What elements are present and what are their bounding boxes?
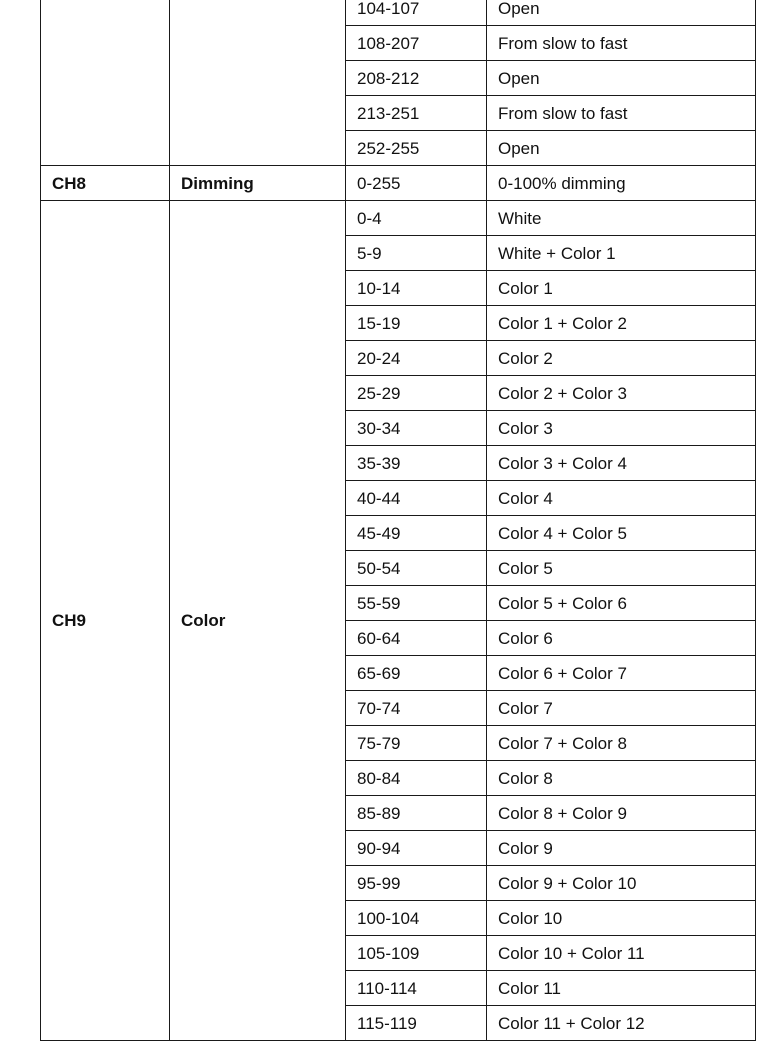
table-row: [41, 201, 756, 236]
dmx-value-cell: 85-89: [346, 796, 487, 831]
dmx-value-cell: 105-109: [346, 936, 487, 971]
dmx-value-cell: 65-69: [346, 656, 487, 691]
dmx-value-cell: 15-19: [346, 306, 487, 341]
description-cell: Color 5: [487, 551, 756, 586]
channel-cell: CH8: [41, 166, 170, 201]
description-cell: Color 4: [487, 481, 756, 516]
description-cell: Open: [487, 131, 756, 166]
description-cell: Color 7: [487, 691, 756, 726]
description-cell: Color 8: [487, 761, 756, 796]
dmx-value-cell: 108-207: [346, 26, 487, 61]
dmx-value-cell: 5-9: [346, 236, 487, 271]
dmx-value-cell: 208-212: [346, 61, 487, 96]
function-cell: Dimming: [170, 166, 346, 201]
channel-cell-continued: [41, 0, 170, 166]
dmx-value-cell: 25-29: [346, 376, 487, 411]
description-cell: Color 6 + Color 7: [487, 656, 756, 691]
description-cell: Color 3: [487, 411, 756, 446]
dmx-value-cell: 90-94: [346, 831, 487, 866]
description-cell: White + Color 1: [487, 236, 756, 271]
dmx-value-cell: 80-84: [346, 761, 487, 796]
description-cell: Color 1: [487, 271, 756, 306]
description-cell: Color 5 + Color 6: [487, 586, 756, 621]
table-row: [41, 0, 756, 26]
table-row: [41, 166, 756, 201]
dmx-channel-table: [40, 0, 756, 1041]
dmx-value-cell: 60-64: [346, 621, 487, 656]
description-cell: Color 2: [487, 341, 756, 376]
dmx-value-cell: 70-74: [346, 691, 487, 726]
description-cell: 0-100% dimming: [487, 166, 756, 201]
description-cell: Color 10 + Color 11: [487, 936, 756, 971]
description-cell: Open: [487, 0, 756, 26]
dmx-table-body: [41, 0, 756, 1041]
dmx-value-cell: 115-119: [346, 1006, 487, 1041]
function-cell: Color: [170, 201, 346, 1041]
dmx-value-cell: 45-49: [346, 516, 487, 551]
dmx-value-cell: 30-34: [346, 411, 487, 446]
dmx-value-cell: 55-59: [346, 586, 487, 621]
description-cell: Color 2 + Color 3: [487, 376, 756, 411]
description-cell: Color 7 + Color 8: [487, 726, 756, 761]
dmx-value-cell: 104-107: [346, 0, 487, 26]
description-cell: White: [487, 201, 756, 236]
dmx-value-cell: 0-4: [346, 201, 487, 236]
description-cell: Color 4 + Color 5: [487, 516, 756, 551]
dmx-value-cell: 35-39: [346, 446, 487, 481]
function-cell-continued: [170, 0, 346, 166]
description-cell: Color 1 + Color 2: [487, 306, 756, 341]
dmx-value-cell: 110-114: [346, 971, 487, 1006]
dmx-value-cell: 95-99: [346, 866, 487, 901]
description-cell: Open: [487, 61, 756, 96]
dmx-value-cell: 10-14: [346, 271, 487, 306]
dmx-value-cell: 40-44: [346, 481, 487, 516]
description-cell: Color 9: [487, 831, 756, 866]
description-cell: Color 11 + Color 12: [487, 1006, 756, 1041]
description-cell: Color 11: [487, 971, 756, 1006]
description-cell: Color 9 + Color 10: [487, 866, 756, 901]
description-cell: From slow to fast: [487, 26, 756, 61]
dmx-value-cell: 213-251: [346, 96, 487, 131]
description-cell: Color 3 + Color 4: [487, 446, 756, 481]
channel-cell: CH9: [41, 201, 170, 1041]
description-cell: Color 8 + Color 9: [487, 796, 756, 831]
description-cell: From slow to fast: [487, 96, 756, 131]
description-cell: Color 10: [487, 901, 756, 936]
dmx-value-cell: 75-79: [346, 726, 487, 761]
dmx-value-cell: 50-54: [346, 551, 487, 586]
dmx-value-cell: 0-255: [346, 166, 487, 201]
dmx-value-cell: 252-255: [346, 131, 487, 166]
description-cell: Color 6: [487, 621, 756, 656]
dmx-value-cell: 100-104: [346, 901, 487, 936]
dmx-value-cell: 20-24: [346, 341, 487, 376]
